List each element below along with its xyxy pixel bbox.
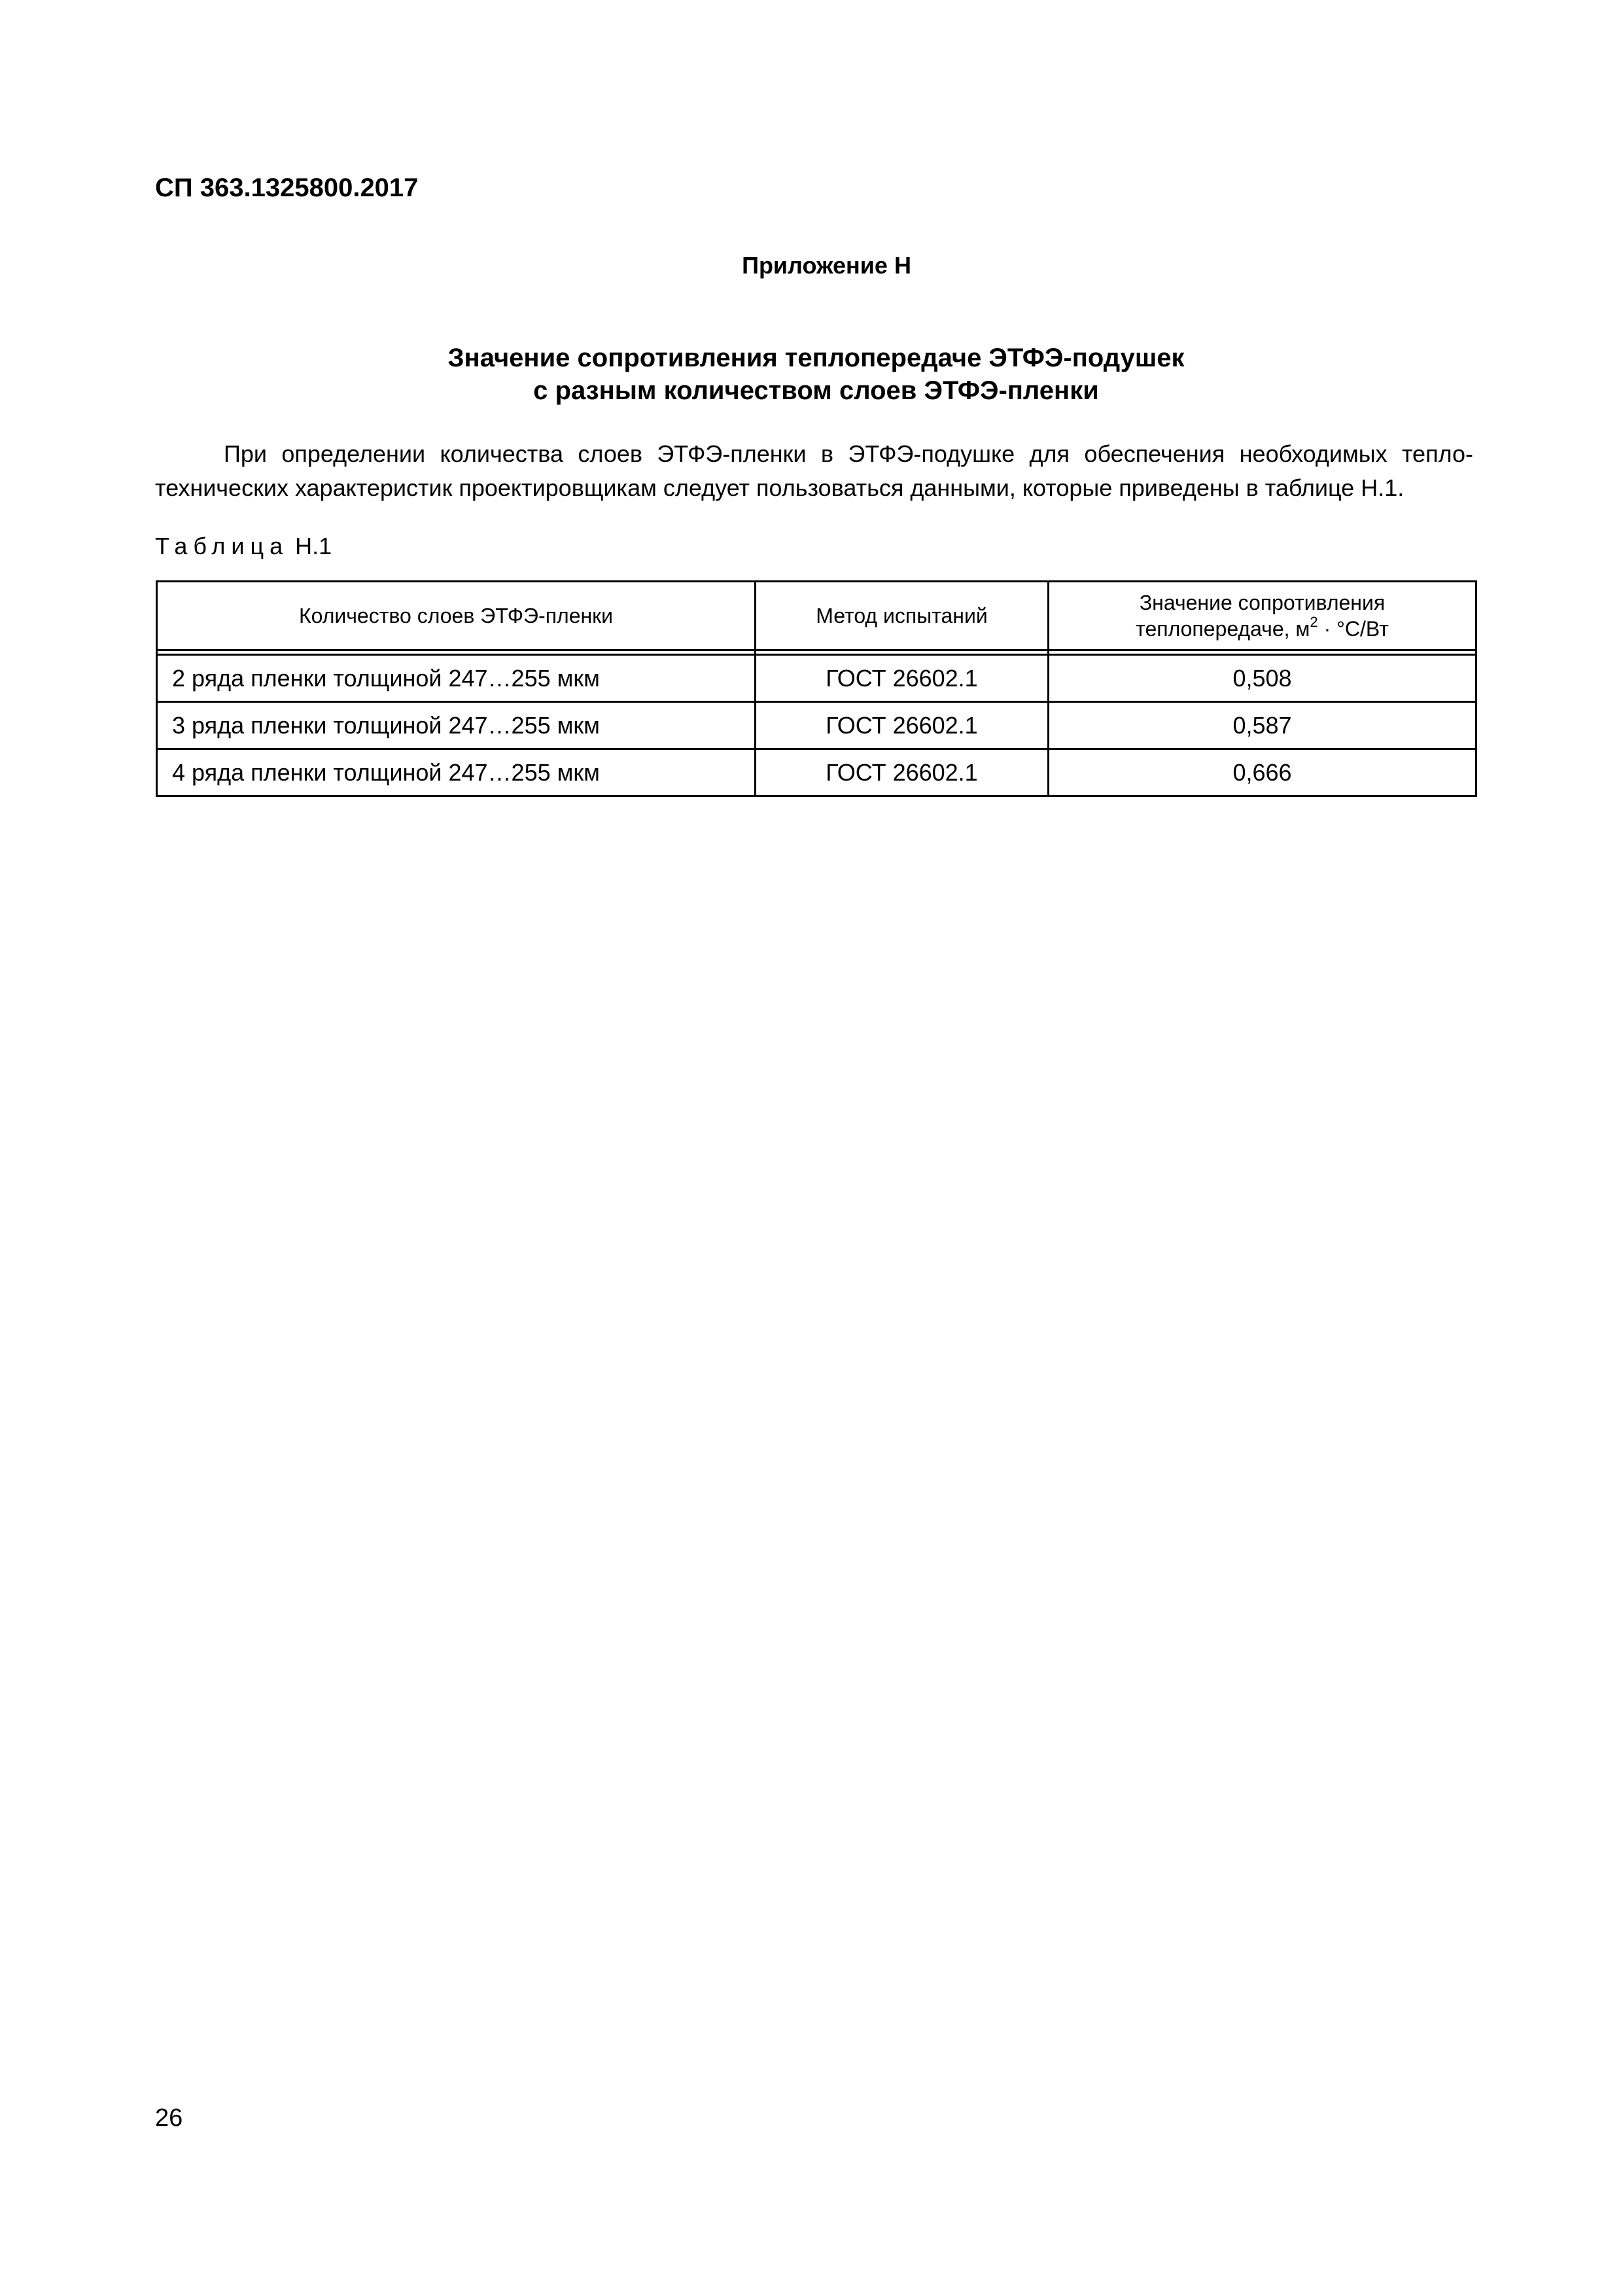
header-layers: Количество слоев ЭТФЭ-пленки — [157, 582, 756, 650]
cell-method: ГОСТ 26602.1 — [756, 749, 1049, 796]
cell-value: 0,666 — [1049, 749, 1476, 796]
table-caption-word: Таблица — [155, 533, 289, 559]
table-row — [157, 655, 1476, 702]
section-title — [0, 342, 1623, 407]
paragraph-line-2: технических характеристик проектировщикам следует пользоваться данными, которые приведены в таблице Н.1. — [155, 474, 1405, 501]
header-value-line-2-text: теплопередаче, м — [1136, 617, 1310, 641]
header-value-line-1: Значение сопротивления — [1139, 591, 1386, 614]
table-caption — [155, 530, 332, 563]
table-header-row — [157, 582, 1476, 650]
cell-layers: 4 ряда пленки толщиной 247…255 мкм — [157, 749, 756, 796]
header-value-superscript: 2 — [1310, 614, 1318, 630]
section-title-line-1: Значение сопротивления теплопередаче ЭТФЭ-подушек — [447, 344, 1185, 372]
cell-method: ГОСТ 26602.1 — [756, 655, 1049, 702]
header-method: Метод испытаний — [756, 582, 1049, 650]
header-value — [1049, 582, 1476, 650]
header-value-unit: · °С/Вт — [1318, 617, 1389, 641]
cell-value: 0,587 — [1049, 702, 1476, 749]
cell-layers: 2 ряда пленки толщиной 247…255 мкм — [157, 655, 756, 702]
section-title-line-2: с разным количеством слоев ЭТФЭ-пленки — [533, 376, 1099, 405]
body-paragraph — [155, 437, 1473, 505]
resistance-table — [156, 580, 1477, 797]
appendix-label: Приложение Н — [742, 252, 911, 279]
cell-value: 0,508 — [1049, 655, 1476, 702]
table-caption-number: Н.1 — [295, 533, 332, 559]
header-separator — [157, 650, 1476, 655]
table-row — [157, 749, 1476, 796]
cell-method: ГОСТ 26602.1 — [756, 702, 1049, 749]
document-code: СП 363.1325800.2017 — [155, 173, 419, 202]
paragraph-line-1: При определении количества слоев ЭТФЭ-пленки в ЭТФЭ-подушке для обеспечения необходимых тепло- — [224, 440, 1473, 467]
page-number: 26 — [155, 2104, 183, 2132]
cell-layers: 3 ряда пленки толщиной 247…255 мкм — [157, 702, 756, 749]
table-row — [157, 702, 1476, 749]
